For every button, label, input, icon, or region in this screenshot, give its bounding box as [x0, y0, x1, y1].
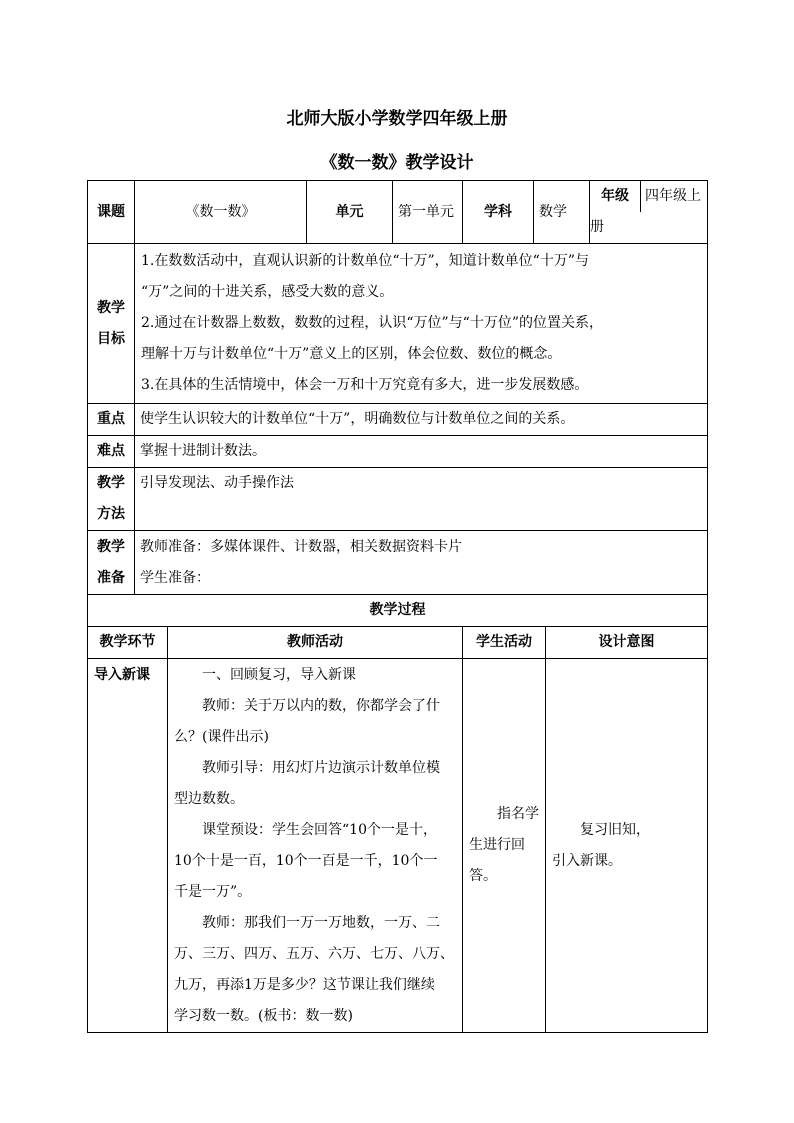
unit-value: 第一单元 — [393, 181, 463, 244]
difficulty-row — [88, 436, 708, 468]
objectives-label-line1: 教学 — [97, 299, 125, 316]
header-design-intent: 设计意图 — [546, 627, 708, 659]
key-point-text: 使学生认识较大的计数单位“十万”，明确数位与计数单位之间的关系。 — [135, 404, 708, 436]
design-intent-line: 引入新课。 — [552, 852, 622, 869]
preparation-label-line2: 准备 — [97, 569, 125, 586]
objectives-label-line2: 目标 — [97, 330, 125, 347]
teacher-activity-line: 教师：那我们一万一万地数，一万、二 — [202, 915, 440, 931]
unit-label: 单元 — [307, 181, 393, 244]
topic-value: 《数一数》 — [135, 181, 307, 244]
teacher-activity-line: 学习数一数。(板书：数一数) — [174, 1008, 353, 1024]
teacher-activity-line: 一、回顾复习，导入新课 — [202, 667, 356, 683]
grade-value: 四年级上册 — [590, 188, 701, 235]
header-stage: 教学环节 — [88, 627, 168, 659]
difficulty-text: 掌握十进制计数法。 — [135, 436, 708, 468]
teacher-activity-line: 教师：关于万以内的数，你都学会了什 — [202, 698, 440, 714]
method-text: 引导发现法、动手操作法 — [135, 468, 708, 531]
info-row — [88, 181, 708, 244]
preparation-label — [88, 531, 135, 595]
document-subtitle: 《数一数》教学设计 — [320, 153, 474, 173]
objective-line: 2.通过在计数器上数数，数数的过程，认识“万位”与“十万位”的位置关系， — [141, 315, 603, 331]
objectives-content — [135, 244, 708, 404]
subject-value: 数学 — [534, 181, 590, 244]
teacher-activity-line: 型边数数。 — [174, 791, 244, 807]
objective-line: 3.在具体的生活情境中，体会一万和十万究竟有多大，进一步发展数感。 — [141, 377, 589, 393]
process-header-row — [88, 627, 708, 659]
design-intent-line: 复习旧知， — [580, 821, 650, 838]
teacher-activity-line: 九万，再添1万是多少？这节课让我们继续 — [174, 977, 435, 993]
difficulty-label: 难点 — [88, 436, 135, 468]
topic-label: 课题 — [88, 181, 135, 244]
teacher-activity-line: 万、三万、四万、五万、六万、七万、八万、 — [174, 946, 454, 962]
document-title: 北师大版小学数学四年级上册 — [286, 109, 508, 129]
objective-line: “万”之间的十进关系，感受大数的意义。 — [141, 284, 394, 300]
teacher-activity-line: 么？(课件出示) — [174, 729, 269, 745]
process-row — [88, 659, 708, 1033]
design-intent-cell — [546, 659, 708, 1033]
header-teacher-activity: 教师活动 — [168, 627, 463, 659]
process-title: 教学过程 — [88, 595, 708, 627]
preparation-row — [88, 531, 708, 595]
teacher-activity-line: 千是一万”。 — [174, 884, 252, 900]
student-activity-line: 生进行回答。 — [469, 837, 525, 884]
method-row — [88, 468, 708, 531]
stage-cell: 导入新课 — [88, 659, 168, 1033]
objectives-row — [88, 244, 708, 404]
subject-label: 学科 — [463, 181, 534, 244]
key-point-label: 重点 — [88, 404, 135, 436]
process-title-row — [88, 595, 708, 627]
preparation-content — [135, 531, 708, 595]
header-student-activity: 学生活动 — [463, 627, 546, 659]
teacher-activity-line: 教师引导：用幻灯片边演示计数单位模 — [202, 760, 440, 776]
objective-line: 理解十万与计数单位“十万”意义上的区别，体会位数、数位的概念。 — [141, 346, 562, 362]
student-activity-cell — [463, 659, 546, 1033]
method-label-line1: 教学 — [97, 475, 125, 491]
lesson-plan-table — [87, 180, 708, 1033]
teacher-preparation: 教师准备：多媒体课件、计数器，相关数据资料卡片 — [140, 538, 462, 555]
preparation-label-line1: 教学 — [97, 538, 125, 555]
key-point-row — [88, 404, 708, 436]
objective-line: 1.在数数活动中，直观认识新的计数单位“十万”，知道计数单位“十万”与 — [141, 253, 589, 269]
teacher-activity-cell — [168, 659, 463, 1033]
grade-label: 年级 — [590, 181, 641, 212]
method-label — [88, 468, 135, 531]
method-label-line2: 方法 — [97, 506, 125, 522]
teacher-activity-line: 课堂预设：学生会回答“10个一是十， — [202, 822, 437, 838]
student-activity-line: 指名学 — [497, 806, 539, 822]
objectives-label — [88, 244, 135, 404]
grade-cell — [590, 181, 708, 244]
student-preparation: 学生准备： — [140, 569, 210, 586]
teacher-activity-line: 10个十是一百，10个一百是一千，10个一 — [174, 853, 438, 869]
